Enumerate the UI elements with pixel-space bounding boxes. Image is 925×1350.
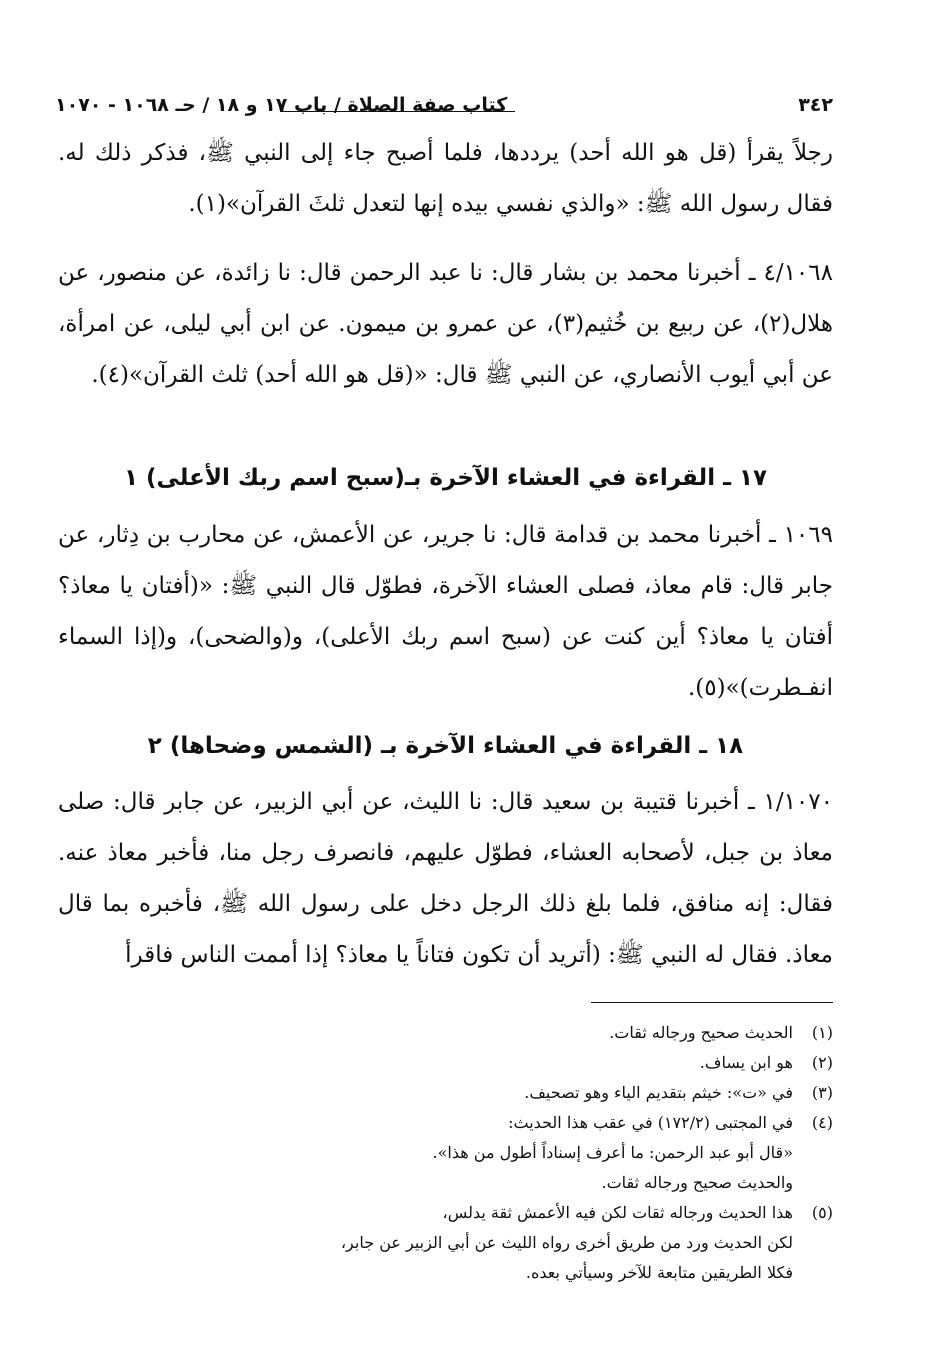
footnote-line: في المجتبى (١٧٢/٢) في عقب هذا الحديث: (508, 1113, 793, 1132)
footnote-line: والحديث صحيح ورجاله ثقات. (601, 1173, 793, 1192)
footnotes (120, 1018, 833, 1288)
hadith-1068: ٤/١٠٦٨ ـ أخبرنا محمد بن بشار قال: نا عبد الرحمن قال: نا زائدة، عن منصور، عن هلال(٢)، عن ربيع بن خُثيم(٣)، عن عمرو بن ميمون. عن ابن أبي ليلى، عن امرأة، عن أبي أيوب الأنصاري، عن النبي ﷺ قال: «(قل هو الله أحد) ثلث القرآن»(٤). (58, 260, 833, 388)
footnote-line: في «ت»: خيثم بتقديم الياء وهو تصحيف. (524, 1083, 793, 1102)
chapter-heading-17: ١٧ ـ القراءة في العشاء الآخرة بـ(سبح اسم ربك الأعلى) ١ (123, 465, 768, 491)
running-header (55, 82, 833, 116)
paragraph-continuation: رجلاً يقرأ (قل هو الله أحد) يرددها، فلما أصبح جاء إلى النبي ﷺ، فذكر ذلك له. فقال رسول الله ﷺ: «والذي نفسي بيده إنها لتعدل ثلثَ القرآن»(١). (58, 140, 833, 217)
page-number: ٣٤٢ (798, 94, 833, 116)
chapter-heading-18: ١٨ ـ القراءة في العشاء الآخرة بـ (الشمس وضحاها) ٢ (147, 733, 744, 759)
footnote-line: «قال أبو عبد الرحمن: ما أعرف إسناداً أطول من هذا». (432, 1143, 793, 1162)
footnote-item (120, 1108, 833, 1198)
footnote-number: (٤) (811, 1113, 833, 1132)
footnote-number: (٢) (811, 1053, 833, 1072)
header-title: كتاب صفة الصلاة / باب ١٧ و ١٨ / حـ ١٠٦٨ - ١٠٧٠ (55, 94, 508, 116)
footnote-line: هذا الحديث ورجاله ثقات لكن فيه الأعمش ثقة يدلس، (442, 1203, 793, 1222)
footnote-item (120, 1018, 833, 1048)
footnote-line: هو ابن يساف. (699, 1053, 793, 1072)
footnote-line: لكن الحديث ورد من طريق أخرى رواه الليث عن أبي الزبير عن جابر، (340, 1233, 793, 1252)
footnote-item (120, 1048, 833, 1078)
hadith-1069: ١٠٦٩ ـ أخبرنا محمد بن قدامة قال: نا جرير، عن الأعمش، عن محارب بن دِثار، عن جابر قال: قام معاذ، فصلى العشاء الآخرة، فطوّل قال النبي ﷺ: «(أفتان يا معاذ؟ أفتان يا معاذ؟ أين كنت عن (سبح اسم ربك الأعلى)، و(والضحى)، و(إذا السماء انفـطرت)»(٥). (58, 522, 833, 701)
footnote-number: (٥) (811, 1203, 833, 1222)
hadith-1070: ١/١٠٧٠ ـ أخبرنا قتيبة بن سعيد قال: نا الليث، عن أبي الزبير، عن جابر قال: صلى معاذ بن جبل، لأصحابه العشاء، فطوّل عليهم، فانصرف رجل منا، فأخبر معاذ عنه. فقال: إنه منافق، فلما بلغ ذلك الرجل دخل على رسول الله ﷺ، فأخبره بما قال معاذ. فقال له النبي ﷺ: (أتريد أن تكون فتاناً يا معاذ؟ إذا أممت الناس فاقرأ (58, 789, 833, 968)
footnote-item (120, 1078, 833, 1108)
footnote-separator (591, 1002, 833, 1003)
footnote-number: (١) (811, 1023, 833, 1042)
footnote-line: الحديث صحيح ورجاله ثقات. (609, 1023, 793, 1042)
footnote-line: فكلا الطريقين متابعة للآخر وسيأتي بعده. (525, 1263, 793, 1282)
footnote-number: (٣) (811, 1083, 833, 1102)
footnote-item (120, 1198, 833, 1288)
header-rule (280, 111, 515, 112)
